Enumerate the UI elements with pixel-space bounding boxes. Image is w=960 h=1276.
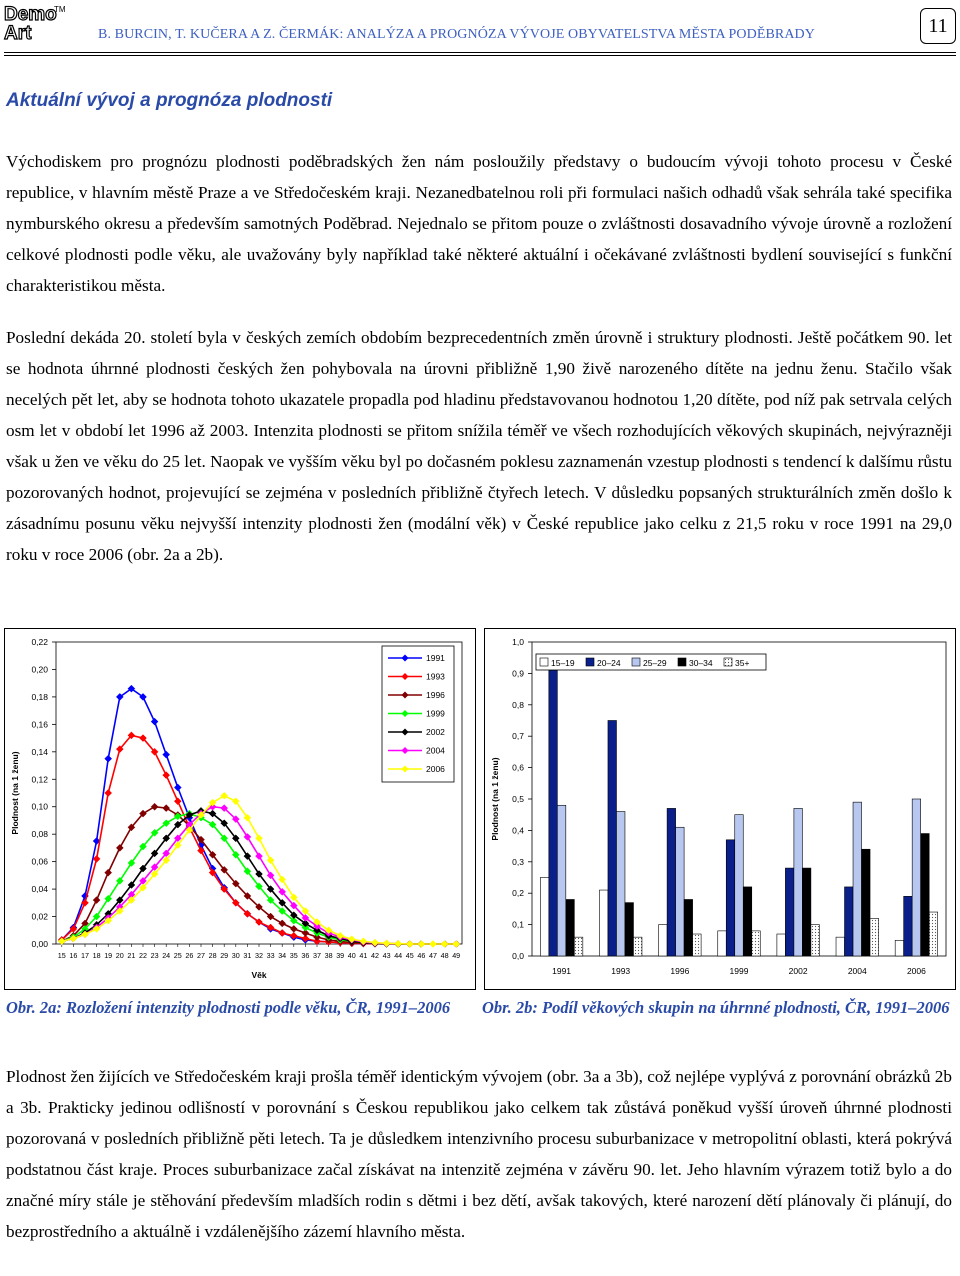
logo-text-art: Art — [4, 23, 32, 42]
legend-label: 30–34 — [689, 658, 713, 668]
bar-15–19-2006 — [895, 940, 904, 956]
logo-text-demo: Demo — [4, 4, 57, 25]
x-tick-label: 15 — [57, 951, 66, 960]
demoart-logo — [2, 2, 72, 42]
bar-20–24-1996 — [667, 808, 676, 956]
y-tick-label: 0,5 — [512, 794, 524, 804]
x-tick-label: 31 — [243, 951, 252, 960]
legend-label: 1999 — [426, 708, 445, 719]
bar-20–24-1999 — [726, 840, 735, 956]
bar-35+-2002 — [811, 925, 820, 956]
y-tick-label: 0,2 — [512, 888, 524, 899]
bar-25–29-2006 — [912, 799, 921, 956]
bar-25–29-2002 — [794, 808, 803, 956]
bar-30–34-2004 — [862, 849, 871, 956]
y-tick-label: 0,06 — [31, 856, 48, 867]
logo-tm: TM — [54, 5, 66, 14]
paragraph-2: Poslední dekáda 20. století byla v českých zemích obdobím bezprecedentních změn úrovně i struktury plodnosti. Ještě počátkem 90. let se hodnota úhrnné plodnosti českých žen pohybovala na úrovni přibližně 1,90 živě narozeného dítěte na jednu ženu. Stačilo však necelých pět let, aby se hodnota tohoto ukazatele propadla pod hladinu představovanou hodnotou 1,20 dítěte, pod níž pak setrvala celých osm let v období let 1996 až 2003. Intenzita plodnosti se přitom snížila téměř ve všech rozhodujících věkových skupinách, nejvýrazněji však u žen ve věku do 25 let. Naopak ve vyšším věku byl po dočasném poklesu zaznamenán vzestup plodnosti s tendencí k dalšímu růstu pozorovaných hodnot, projevující se zejména v posledních přibližně čtyřech letech. V důsledku popsaných strukturálních změn došlo k zásadnímu posunu věku nejvyšší intenzity plodnosti žen (modální věk) v České republice jako celku z 21,5 roku v roce 1991 na 29,0 roku v roce 2006 (obr. 2a a 2b). — [6, 328, 952, 564]
y-tick-label: 0,04 — [31, 884, 48, 895]
legend-label: 35+ — [735, 658, 750, 668]
x-tick-label: 16 — [69, 951, 78, 960]
bar-15–19-1991 — [540, 878, 549, 957]
legend-swatch — [724, 658, 732, 666]
y-tick-label: 0,1 — [512, 919, 524, 930]
x-tick-label: 42 — [371, 951, 379, 960]
y-tick-label: 0,12 — [31, 774, 48, 785]
y-tick-label: 0,02 — [31, 911, 48, 922]
x-tick-label: 23 — [150, 951, 159, 960]
legend-label: 1991 — [426, 653, 445, 663]
x-tick-label: 44 — [394, 951, 403, 960]
bar-35+-1993 — [633, 937, 642, 956]
bar-20–24-2002 — [785, 868, 794, 956]
y-tick-label: 0,16 — [31, 719, 48, 730]
bar-35+-1996 — [693, 934, 702, 956]
x-tick-label: 45 — [405, 951, 414, 960]
x-tick-label: 21 — [127, 951, 136, 960]
bar-20–24-1991 — [549, 670, 558, 956]
x-tick-label: 34 — [278, 951, 287, 960]
bar-30–34-1991 — [566, 899, 575, 956]
bar-20–24-1993 — [608, 721, 617, 957]
bar-15–19-2004 — [836, 937, 845, 956]
page-number: 11 — [920, 8, 956, 44]
x-tick-label: 37 — [313, 951, 321, 960]
bar-15–19-2002 — [777, 934, 786, 956]
y-tick-label: 0,9 — [512, 668, 524, 679]
x-tick-label: 39 — [336, 951, 345, 960]
section-title: Aktuální vývoj a prognóza plodnosti — [6, 90, 333, 111]
y-tick-label: 0,10 — [31, 801, 48, 812]
x-tick-label: 1999 — [729, 966, 749, 976]
y-tick-label: 0,0 — [512, 951, 524, 961]
x-tick-label: 1993 — [611, 966, 631, 976]
x-tick-label: 33 — [266, 951, 275, 960]
bar-30–34-2002 — [802, 868, 811, 956]
x-tick-label: 27 — [197, 951, 205, 960]
x-tick-label: 26 — [185, 951, 194, 960]
bar-30–34-1999 — [743, 887, 752, 956]
y-tick-label: 0,18 — [31, 691, 48, 702]
x-tick-label: 30 — [231, 951, 240, 960]
bar-30–34-1996 — [684, 899, 693, 956]
x-tick-label: 36 — [301, 951, 310, 960]
x-tick-label: 32 — [255, 951, 263, 960]
bar-30–34-1993 — [625, 903, 634, 956]
x-tick-label: 19 — [104, 951, 113, 960]
y-tick-label: 0,00 — [31, 939, 48, 949]
y-axis-label: Plodnost (na 1 ženu) — [10, 751, 20, 835]
legend-swatch — [678, 658, 686, 666]
legend-label: 2004 — [426, 745, 445, 756]
y-tick-label: 0,4 — [512, 825, 524, 836]
x-tick-label: 25 — [173, 951, 182, 960]
bar-20–24-2006 — [904, 896, 913, 956]
legend-label: 1996 — [426, 690, 445, 700]
legend-swatch — [540, 658, 548, 666]
bar-25–29-1996 — [676, 827, 685, 956]
x-tick-label: 1996 — [670, 966, 690, 976]
y-tick-label: 0,6 — [512, 762, 524, 773]
bar-25–29-2004 — [853, 802, 862, 956]
x-axis-label: Věk — [251, 970, 267, 980]
x-tick-label: 47 — [429, 951, 437, 960]
x-tick-label: 49 — [452, 951, 461, 960]
bar-15–19-1993 — [599, 890, 608, 956]
legend-label: 20–24 — [597, 658, 621, 668]
chart-2b — [484, 628, 956, 990]
bar-25–29-1993 — [616, 812, 625, 956]
x-tick-label: 41 — [359, 951, 368, 960]
y-tick-label: 0,08 — [31, 829, 48, 840]
x-tick-label: 35 — [289, 951, 298, 960]
x-tick-label: 17 — [81, 951, 89, 960]
x-tick-label: 2006 — [906, 966, 926, 976]
chart-2a-svg — [4, 628, 476, 990]
x-tick-label: 2002 — [788, 966, 808, 976]
bar-30–34-2006 — [921, 834, 930, 956]
x-tick-label: 29 — [220, 951, 229, 960]
bar-25–29-1991 — [557, 805, 566, 956]
x-tick-label: 46 — [417, 951, 426, 960]
y-tick-label: 0,3 — [512, 856, 524, 867]
bar-35+-2004 — [870, 918, 879, 956]
caption-fig2b: Obr. 2b: Podíl věkových skupin na úhrnné plodnosti, ČR, 1991–2006 — [482, 998, 950, 1017]
y-tick-label: 1,0 — [512, 637, 524, 647]
legend-swatch — [586, 658, 594, 666]
running-title: B. BURCIN, T. KUČERA A Z. ČERMÁK: ANALÝZA A PROGNÓZA VÝVOJE OBYVATELSTVA MĚSTA PODĚBRADY — [98, 27, 815, 42]
x-tick-label: 40 — [347, 951, 356, 960]
x-tick-label: 24 — [162, 951, 171, 960]
legend-swatch — [632, 658, 640, 666]
x-tick-label: 2004 — [847, 966, 867, 976]
caption-fig2a: Obr. 2a: Rozložení intenzity plodnosti podle věku, ČR, 1991–2006 — [6, 998, 451, 1017]
bar-35+-1991 — [574, 937, 583, 956]
x-tick-label: 28 — [208, 951, 217, 960]
bar-35+-2006 — [929, 912, 938, 956]
x-tick-label: 1991 — [552, 966, 572, 976]
chart-2a — [4, 628, 476, 990]
legend-label: 2006 — [426, 764, 445, 774]
legend-label: 15–19 — [551, 658, 575, 668]
x-tick-label: 43 — [382, 951, 391, 960]
y-tick-label: 0,22 — [31, 637, 48, 647]
x-tick-label: 38 — [324, 951, 333, 960]
x-tick-label: 20 — [115, 951, 124, 960]
bar-15–19-1996 — [659, 925, 668, 956]
legend-label: 2002 — [426, 727, 445, 737]
header-rule — [4, 52, 956, 53]
legend-label: 25–29 — [643, 658, 667, 668]
y-tick-label: 0,20 — [31, 664, 48, 675]
x-tick-label: 48 — [440, 951, 449, 960]
header-rule-2 — [4, 55, 956, 56]
y-tick-label: 0,14 — [31, 746, 48, 757]
bar-15–19-1999 — [718, 931, 727, 956]
x-tick-label: 18 — [92, 951, 101, 960]
legend-label: 1993 — [426, 671, 445, 682]
bar-20–24-2004 — [845, 887, 854, 956]
x-tick-label: 22 — [139, 951, 147, 960]
paragraph-3: Plodnost žen žijících ve Středočeském kraji prošla téměř identickým vývojem (obr. 3a a 3b), což nejlépe vyplývá z porovnání obrázků 2b a 3b. Prakticky jedinou odlišností v porovnání s Českou republikou jako celkem tak zůstává poněkud vyšší úroveň úhrnné plodnosti pozorovaná v posledních přibližně pěti letech. Ta je důsledkem intenzivního procesu suburbanizace v metropolitní oblasti, která pokrývá podstatnou část kraje. Proces suburbanizace začal získávat na intenzitě zejména v závěru 90. let. Jeho hlavním výrazem totiž bylo a do značné míry stále je stěhování především mladších rodin s dětmi i bez dětí, avšak takových, které narození dětí plánovaly či plánují, do bezprostředního a aktuálně i vzdálenějšího zázemí hlavního města. — [6, 1067, 952, 1241]
bar-35+-1999 — [752, 931, 761, 956]
chart-2b-svg — [484, 628, 956, 990]
y-tick-label: 0,8 — [512, 699, 524, 710]
y-axis-label: Plodnost (na 1 ženu) — [490, 757, 500, 841]
paragraph-1: Východiskem pro prognózu plodnosti poděbradských žen nám posloužily představy o budoucím vývoji tohoto procesu v České republice, v hlavním městě Praze a ve Středočeském kraji. Nezanedbatelnou roli při formulaci našich odhadů však sehrála také specifika nymburského okresu a především samotných Poděbrad. Nejednalo se přitom pouze o zvláštnosti dosavadního vývoje úrovně a rozložení celkové plodnosti podle věku, ale uvažovány byly například také některé aktuální i očekávané zvláštnosti bydlení související s funkční charakteristikou města. — [6, 152, 952, 295]
y-tick-label: 0,7 — [512, 731, 524, 742]
bar-25–29-1999 — [735, 815, 744, 956]
